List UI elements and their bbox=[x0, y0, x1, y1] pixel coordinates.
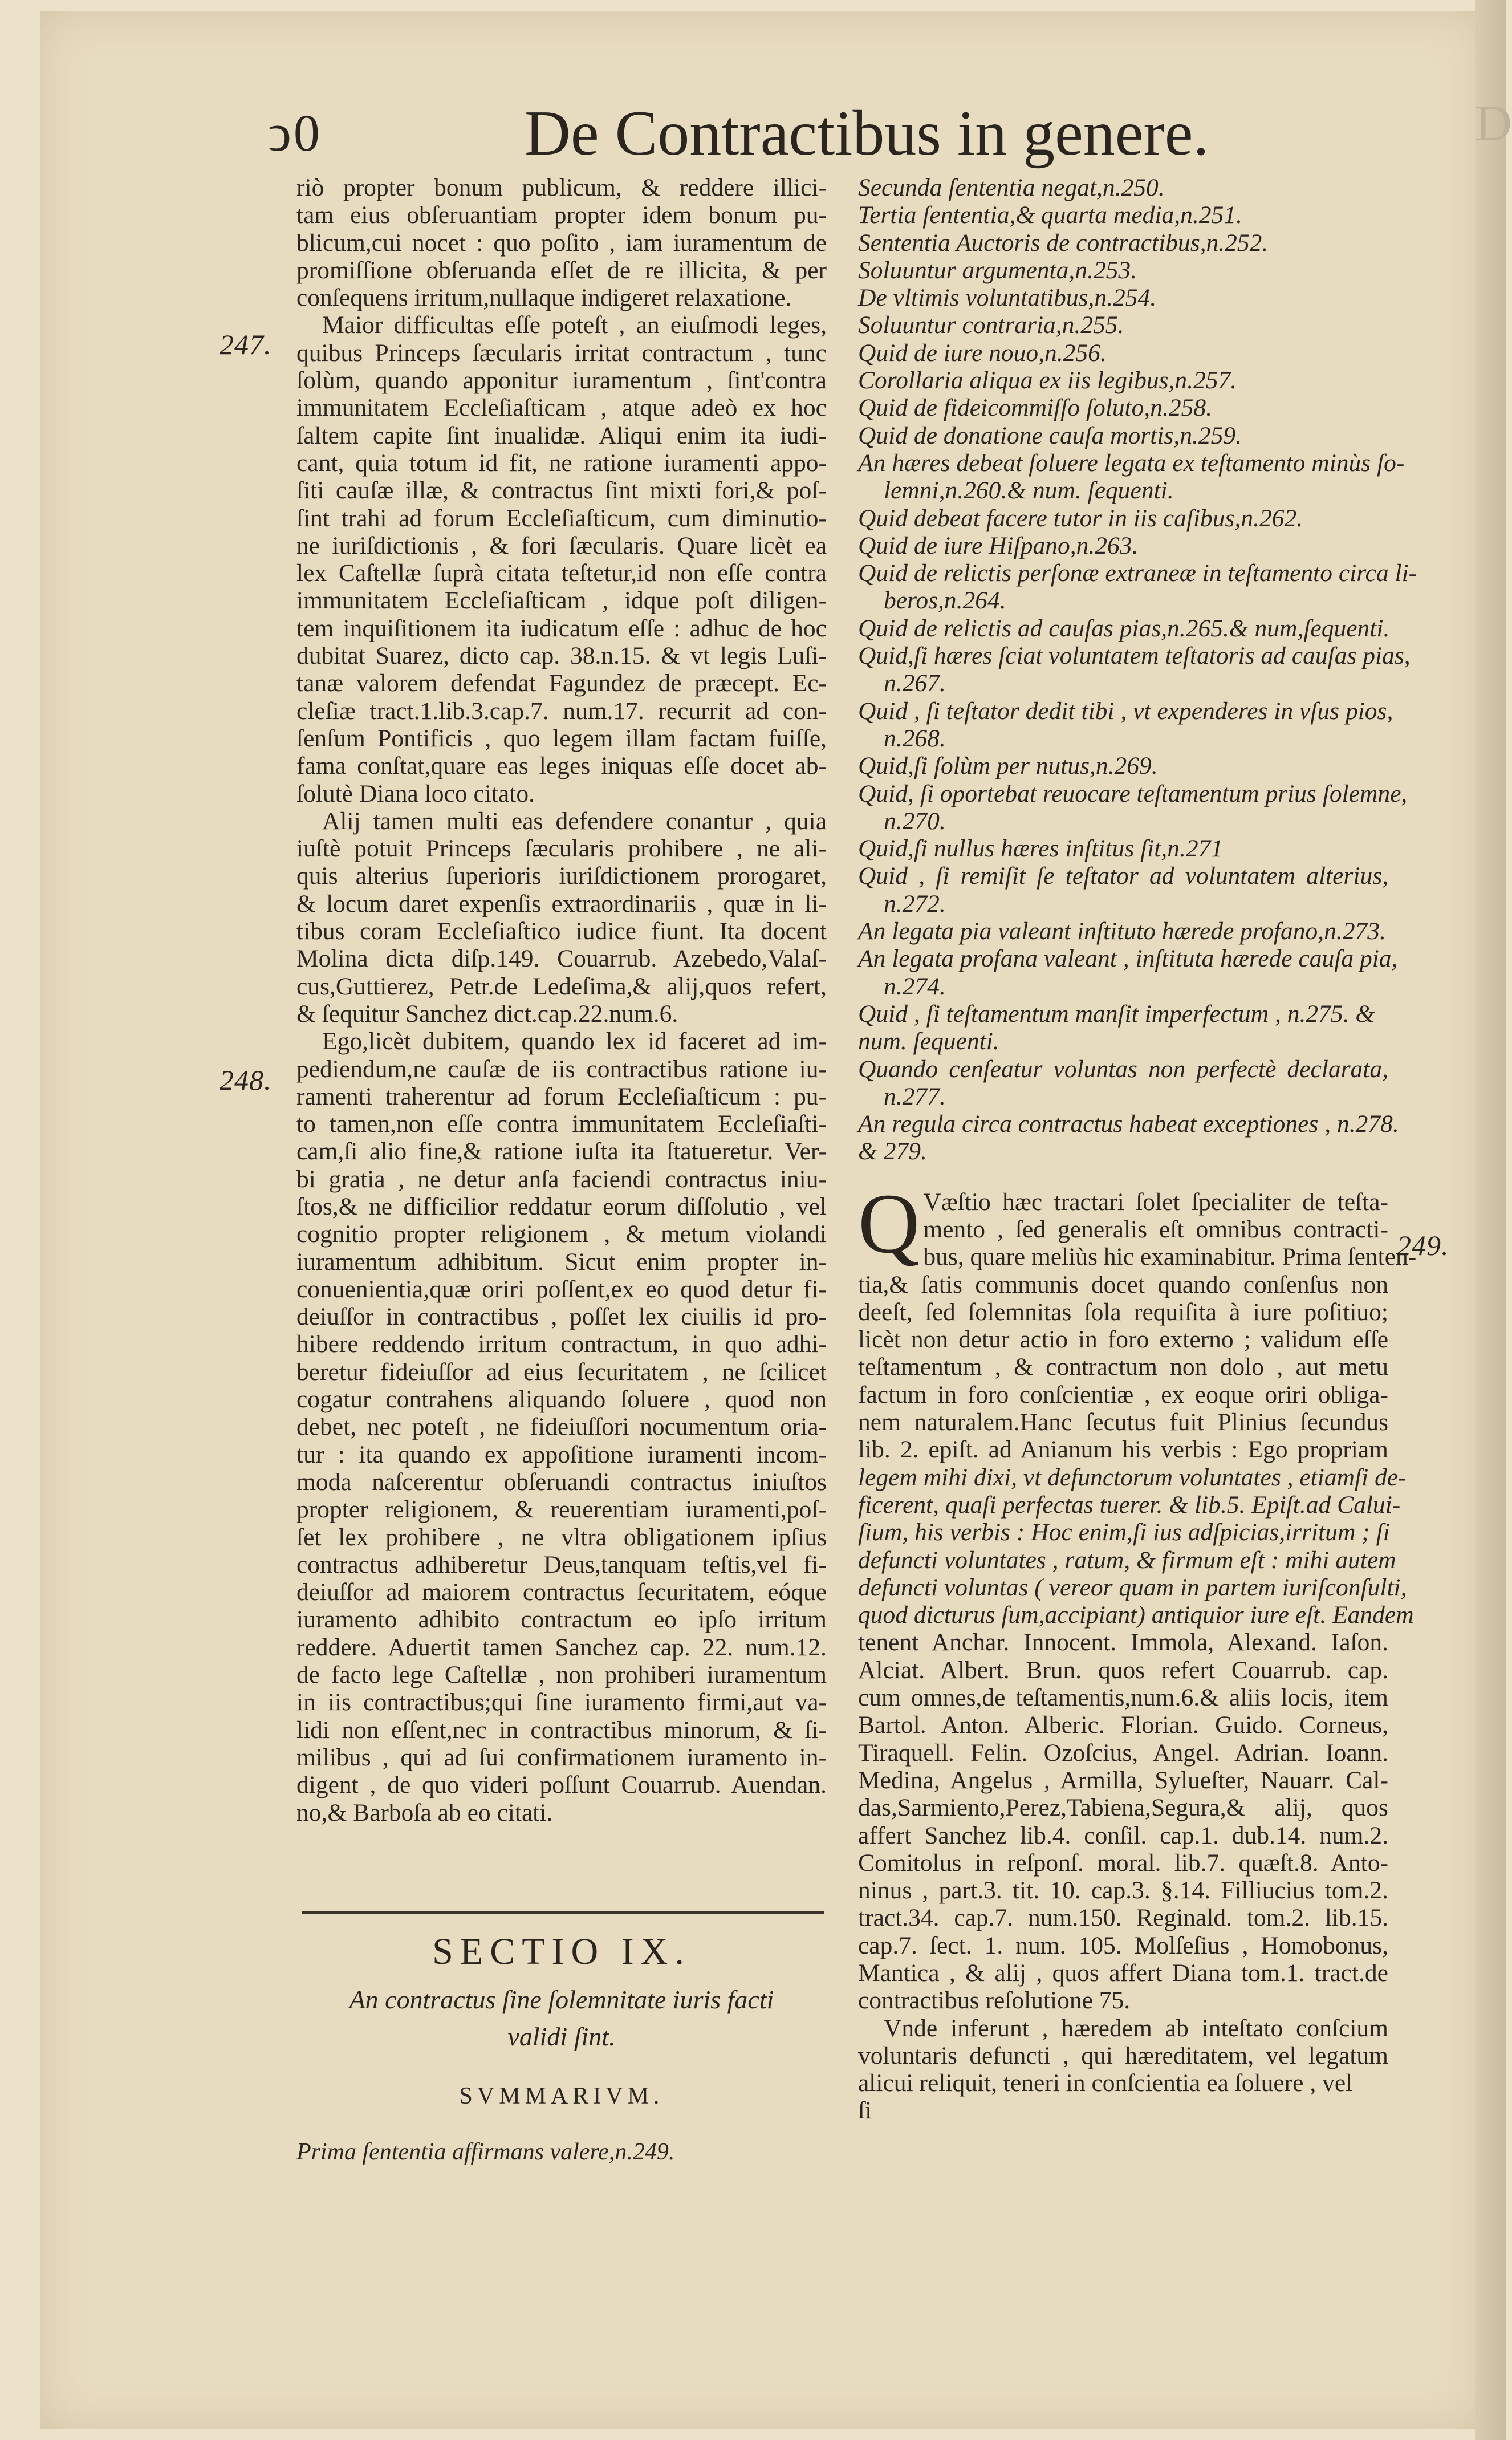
margin-number: 248. bbox=[220, 1064, 272, 1096]
text-line: nem naturalem.Hanc ſecutus fuit Plinius ſecundus bbox=[858, 1408, 1388, 1436]
text-line: lex Caſtellæ ſuprà citata teſtetur,id non eſſe contra bbox=[296, 559, 827, 587]
page-header bbox=[268, 97, 1237, 171]
summary-entry: An legata pia valeant inſtituto hærede profano,n.273. bbox=[858, 917, 1386, 945]
text-line: ne iuriſdictionis , & fori ſæcularis. Quare licèt ea bbox=[296, 531, 827, 559]
text-line: ſium, his verbis : Hoc enim,ſi ius adſpicias,irritum ; ſi bbox=[858, 1519, 1390, 1546]
summary-entry: Quid , ſi teſtamentum manſit imperfectum , n.275. & bbox=[858, 1000, 1375, 1028]
text-line: ſtos,& ne difficilior reddatur eorum diſſolutio , vel bbox=[296, 1192, 827, 1220]
text-line: ſolùm, quando apponitur iuramentum , ſint'contra bbox=[296, 367, 827, 395]
summary-entry: Quid de relictis ad cauſas pias,n.265.& num,ſequenti. bbox=[858, 614, 1390, 642]
section-subtitle-line-2: validi ſint. bbox=[507, 2022, 616, 2051]
margin-number: 247. bbox=[220, 328, 272, 360]
text-line: Væſtio hæc tractari ſolet ſpecialiter de teſta- bbox=[923, 1188, 1388, 1216]
text-line: ſint trahi ad forum Eccleſiaſticum, cum diminutio- bbox=[296, 504, 827, 532]
text-line: cant, quia totum id fit, ne ratione iuramenti appo- bbox=[296, 449, 827, 477]
text-line: to tamen,non eſſe contra immunitatem Eccleſiaſti- bbox=[296, 1110, 827, 1138]
text-line: Tiraquell. Felin. Ozoſcius, Angel. Adrian. Ioann. bbox=[858, 1739, 1388, 1767]
summary-entry: Quid , ſi remiſit ſe teſtator ad voluntatem alterius, bbox=[858, 862, 1388, 890]
text-line: blicum,cui nocet : quo poſito , iam iuramentum de bbox=[296, 229, 827, 257]
text-line: ſiti cauſæ illæ, & contractus ſint mixti fori,& poſ- bbox=[296, 477, 827, 505]
text-line: factum in foro conſcientiæ , ex eoque oriri obliga- bbox=[858, 1381, 1388, 1408]
text-line: ſi bbox=[858, 2097, 872, 2125]
summary-entry: De vltimis voluntatibus,n.254. bbox=[858, 284, 1157, 312]
text-line: bi gratia , ne detur anſa faciendi contractus iniu- bbox=[296, 1165, 827, 1193]
text-line: ſaltem capite ſint inualidæ. Aliqui enim ita iudi- bbox=[296, 421, 827, 449]
running-title: De Contractibus in genere. bbox=[525, 98, 1209, 169]
text-line: tibus coram Eccleſiaſtico iudice fiunt. Ita docent bbox=[296, 917, 827, 945]
section-title: SECTIO IX. bbox=[432, 1931, 691, 1972]
text-line: ramenti traherentur ad forum Eccleſiaſticum : pu- bbox=[296, 1082, 827, 1110]
text-line: iuramentum adhibitum. Sicut enim propter in- bbox=[296, 1248, 827, 1276]
text-line: licèt non detur actio in foro externo ; validum eſſe bbox=[858, 1326, 1388, 1354]
text-line: milibus , qui ad ſui confirmationem iuramento in- bbox=[296, 1743, 827, 1771]
text-line: tem inquiſitionem ita iudicatum eſſe : adhuc de hoc bbox=[296, 614, 827, 642]
summary-entry: Quid de iure nouo,n.256. bbox=[858, 339, 1107, 367]
text-line: affert Sanchez lib.4. conſil. cap.1. dub.14. num.2. bbox=[858, 1821, 1388, 1849]
text-line: quibus Princeps ſæcularis irritat contractum , tunc bbox=[296, 339, 827, 367]
summary-entry: An legata profana valeant , inſtituta hærede cauſa pia, bbox=[858, 945, 1398, 973]
text-line: cognitio propter religionem , & metum violandi bbox=[296, 1220, 827, 1248]
text-line: tanæ valorem defendat Fagundez de præcept. Ec- bbox=[296, 669, 827, 697]
text-line: & ſequitur Sanchez dict.cap.22.num.6. bbox=[296, 1000, 678, 1028]
drop-capital: Q bbox=[858, 1176, 920, 1271]
text-line: quod dicturus ſum,accipiant) antiquior iure eſt. Eandem bbox=[858, 1601, 1414, 1629]
text-line: Bartol. Anton. Alberic. Florian. Guido. Corneus, bbox=[858, 1711, 1388, 1739]
text-line: fama conſtat,quare eas leges iniquas eſſe docet ab- bbox=[296, 752, 827, 780]
text-line: deiuſſor in contractibus , poſſet lex ciuilis id pro- bbox=[296, 1303, 827, 1331]
spacer bbox=[858, 1166, 1388, 1188]
text-line: conuenientia,quæ oriri poſſent,ex eo quod detur fi- bbox=[296, 1275, 827, 1303]
text-line: pediendum,ne cauſæ de iis contractibus ratione iu- bbox=[296, 1055, 827, 1083]
summary-entry: Soluuntur contraria,n.255. bbox=[858, 311, 1124, 339]
summary-entry: Quid , ſi teſtator dedit tibi , vt expenderes in vſus pios, bbox=[858, 697, 1393, 725]
summary-entry: Quid,ſi hæres ſciat voluntatem teſtatoris ad cauſas pias, bbox=[858, 642, 1411, 670]
summary-entry: num. ſequenti. bbox=[858, 1028, 999, 1055]
text-line: ſet lex prohibere , ne vltra obligationem ipſius bbox=[296, 1523, 827, 1551]
summary-entry: Quid de relictis perſonæ extraneæ in teſtamento circa li- bbox=[858, 559, 1417, 587]
text-line: reddere. Aduertit tamen Sanchez cap. 22. num.12. bbox=[296, 1633, 827, 1661]
text-line: quis alterius ſuperioris iuriſdictionem prorogaret, bbox=[296, 862, 827, 890]
text-line: tam eius obſeruantiam propter idem bonum pu- bbox=[296, 201, 827, 229]
right-column bbox=[858, 174, 1417, 2125]
text-line: debet, nec poteſt , ne fideiuſſori nocumentum oria- bbox=[296, 1413, 827, 1441]
text-line: ſolutè Diana loco citato. bbox=[296, 779, 535, 807]
text-line: Alciat. Albert. Brun. quos refert Couarrub. cap. bbox=[858, 1656, 1388, 1684]
summary-entry: n.267. bbox=[884, 669, 946, 697]
text-line: cum omnes,de teſtamentis,num.6.& aliis locis, item bbox=[858, 1684, 1388, 1712]
text-line: cus,Guttierez, Petr.de Ledeſima,& alij,quos refert, bbox=[296, 972, 827, 1000]
body-lines bbox=[858, 1176, 1417, 2125]
text-line: mento , ſed generalis eſt omnibus contracti- bbox=[923, 1215, 1388, 1243]
left-column bbox=[296, 174, 827, 1826]
summary-entry: Tertia ſententia,& quarta media,n.251. bbox=[858, 201, 1242, 229]
text-line: alicui reliquit, teneri in conſcientia ea ſoluere , vel bbox=[858, 2069, 1353, 2097]
summary-entry: Quid de donatione cauſa mortis,n.259. bbox=[858, 421, 1242, 449]
text-line: deiuſſor ad maiorem contractus ſecuritatem, eóque bbox=[296, 1578, 827, 1606]
text-line: legem mihi dixi, vt defunctorum voluntates , etiamſi de- bbox=[858, 1463, 1407, 1491]
text-line: bus, quare meliùs hic examinabitur. Prima ſenten- bbox=[923, 1243, 1417, 1271]
summarium-heading: SVMMARIVM. bbox=[459, 2083, 664, 2109]
text-line: tia,& ſatis communis docet quando conſenſus non bbox=[858, 1270, 1388, 1298]
text-line: in iis contractibus;qui ſine iuramento firmi,aut va- bbox=[296, 1688, 827, 1716]
text-line: immunitatem Eccleſiaſticam , atque adeò ex hoc bbox=[296, 394, 827, 422]
text-line: das,Sarmiento,Perez,Tabiena,Segura,& alij, quos bbox=[858, 1794, 1388, 1822]
summary-entry: Sententia Auctoris de contractibus,n.252. bbox=[858, 229, 1269, 257]
text-line: cap.7. ſect. 1. num. 105. Molſeſius , Homobonus, bbox=[858, 1931, 1388, 1959]
summary-entry: Prima ſententia affirmans valere,n.249. bbox=[296, 2139, 675, 2165]
summary-entry: n.270. bbox=[884, 807, 946, 835]
right-body-text bbox=[858, 1176, 1417, 2125]
text-line: digent , de quo videri poſſunt Couarrub. Auendan. bbox=[296, 1771, 827, 1799]
text-line: hibere reddendo irritum contractum, in quo adhi- bbox=[296, 1330, 827, 1358]
summary-entry: beros,n.264. bbox=[884, 587, 1006, 615]
summary-entry: Quid de fideicommiſſo ſoluto,n.258. bbox=[858, 394, 1213, 422]
text-line: Comitolus in reſponſ. moral. lib.7. quæſt.8. Anto- bbox=[858, 1849, 1388, 1877]
text-line: & locum daret expenſis extraordinariis , quæ in li- bbox=[296, 890, 827, 917]
text-line: deeſt, ſed ſolemnitas ſola requiſita à iure poſitiuo; bbox=[858, 1298, 1388, 1326]
text-line: de facto lege Caſtellæ , non prohiberi iuramentum bbox=[296, 1661, 827, 1689]
summary-entry: Soluuntur argumenta,n.253. bbox=[858, 256, 1137, 284]
text-line: defuncti voluntas ( vereor quam in partem iuriſconſulti, bbox=[858, 1573, 1407, 1601]
text-line: dubitat Suarez, dicto cap. 38.n.15. & vt legis Luſi- bbox=[296, 642, 827, 670]
summary-entry: Quid debeat facere tutor in iis caſibus,n.262. bbox=[858, 504, 1303, 532]
text-line: tenent Anchar. Innocent. Immola, Alexand. Iaſon. bbox=[858, 1629, 1388, 1657]
text-line: iuramento adhibito contractum eo ipſo irritum bbox=[296, 1606, 827, 1634]
summary-entry: n.274. bbox=[884, 972, 946, 1000]
summary-entry: Quid, ſi oportebat reuocare teſtamentum prius ſolemne, bbox=[858, 779, 1408, 807]
adjacent-page-title: D bbox=[1475, 95, 1512, 152]
summary-entry: Corollaria aliqua ex iis legibus,n.257. bbox=[858, 367, 1237, 395]
adjacent-page-edge bbox=[1475, 0, 1512, 2440]
text-line: propter religionem, & reuerentiam iuramenti,poſ- bbox=[296, 1496, 827, 1524]
summary-entry: Quid,ſi nullus hæres inſtitus ſit,n.271 bbox=[858, 835, 1224, 863]
page-number: ↄ0 bbox=[268, 104, 322, 162]
text-line: Medina, Angelus , Armilla, Sylueſter, Nauarr. Cal- bbox=[858, 1766, 1388, 1794]
text-line: teſtamentum , & contractum non dolo , aut metu bbox=[858, 1353, 1388, 1381]
summary-entry: Quando cenſeatur voluntas non perfectè declarata, bbox=[858, 1055, 1388, 1083]
text-line: cam,ſi alio fine,& ratione iuſta ita ſtatueretur. Ver- bbox=[296, 1138, 827, 1166]
text-line: conſequens irritum,nullaque indigeret relaxatione. bbox=[296, 284, 792, 312]
text-line: ninus , part.3. tit. 10. cap.3. §.14. Filliucius tom.2. bbox=[858, 1877, 1388, 1905]
text-line: tur : ita quando ex appoſitione iuramenti incom- bbox=[296, 1440, 827, 1468]
text-line: promiſſione obſeruanda eſſet de re illicita, & per bbox=[296, 256, 827, 284]
text-line: Molina dicta diſp.149. Couarrub. Azebedo,Valaſ- bbox=[296, 945, 827, 973]
summary-entry: Secunda ſententia negat,n.250. bbox=[858, 174, 1165, 201]
text-line: beretur fideiuſſor ad eius ſecuritatem , ne ſcilicet bbox=[296, 1358, 827, 1386]
text-line: cogatur contrahens aliquando ſoluere , quod non bbox=[296, 1386, 827, 1414]
summary-entry: n.277. bbox=[884, 1082, 946, 1110]
text-line: Ego,licèt dubitem, quando lex id faceret ad im- bbox=[322, 1028, 827, 1055]
text-line: ficerent, quaſi perfectas tuerer. & lib.5. Epiſt.ad Calui- bbox=[858, 1491, 1401, 1519]
text-line: Mantica , & alij , quos affert Diana tom.1. tract.de bbox=[858, 1959, 1388, 1987]
text-line: contractibus reſolutione 75. bbox=[858, 1987, 1131, 2015]
summary-entry: lemni,n.260.& num. ſequenti. bbox=[884, 477, 1174, 505]
text-line: moda naſcerentur obſeruandi contractus iniuſtos bbox=[296, 1468, 827, 1496]
section-subtitle-line-1: An contractus ſine ſolemnitate iuris facti bbox=[349, 1985, 774, 2014]
summary-entry: An regula circa contractus habeat exceptiones , n.278. bbox=[858, 1110, 1399, 1138]
summary-entry: Quid,ſi ſolùm per nutus,n.269. bbox=[858, 752, 1158, 780]
summary-entry: n.272. bbox=[884, 890, 946, 917]
summary-entry: n.268. bbox=[884, 724, 946, 752]
text-line: no,& Barboſa ab eo citati. bbox=[296, 1798, 553, 1826]
text-line: Vnde inferunt , hæredem ab inteſtato conſcium bbox=[884, 2014, 1388, 2042]
text-line: immunitatem Eccleſiaſticam , idque poſt diligen- bbox=[296, 587, 827, 615]
text-line: defuncti voluntates , ratum, & firmum eſt : mihi autem bbox=[858, 1546, 1396, 1574]
text-line: riò propter bonum publicum, & reddere illici- bbox=[296, 174, 827, 201]
text-line: iuſtè potuit Princeps ſæcularis prohibere , ne ali- bbox=[296, 835, 827, 863]
text-line: voluntaris defuncti , qui hæreditatem, vel legatum bbox=[858, 2041, 1388, 2069]
text-line: contractus adhiberetur Deus,tanquam teſtis,vel fi- bbox=[296, 1550, 827, 1578]
margin-number: 249. bbox=[1397, 1229, 1449, 1261]
text-line: Maior difficultas eſſe poteſt , an eiuſmodi leges, bbox=[322, 311, 827, 339]
summary-entry: An hæres debeat ſoluere legata ex teſtamento minùs ſo- bbox=[858, 449, 1405, 477]
text-line: tract.34. cap.7. num.150. Reginald. tom.2. lib.15. bbox=[858, 1904, 1388, 1932]
text-line: lib. 2. epiſt. ad Anianum his verbis : Ego propriam bbox=[858, 1436, 1388, 1464]
summary-list bbox=[858, 174, 1417, 1166]
summary-entry: & 279. bbox=[858, 1138, 927, 1166]
text-line: ſenſum Pontificis , quo legem illam factam fuiſſe, bbox=[296, 724, 827, 752]
text-line: cleſiæ tract.1.lib.3.cap.7. num.17. recurrit ad con- bbox=[296, 697, 827, 725]
section-rule bbox=[302, 1911, 824, 1914]
summary-entry: Quid de iure Hiſpano,n.263. bbox=[858, 531, 1139, 559]
text-line: Alij tamen multi eas defendere conantur , quia bbox=[322, 807, 827, 835]
text-line: lidi non eſſent,nec in contractibus minorum, & ſi- bbox=[296, 1716, 827, 1744]
